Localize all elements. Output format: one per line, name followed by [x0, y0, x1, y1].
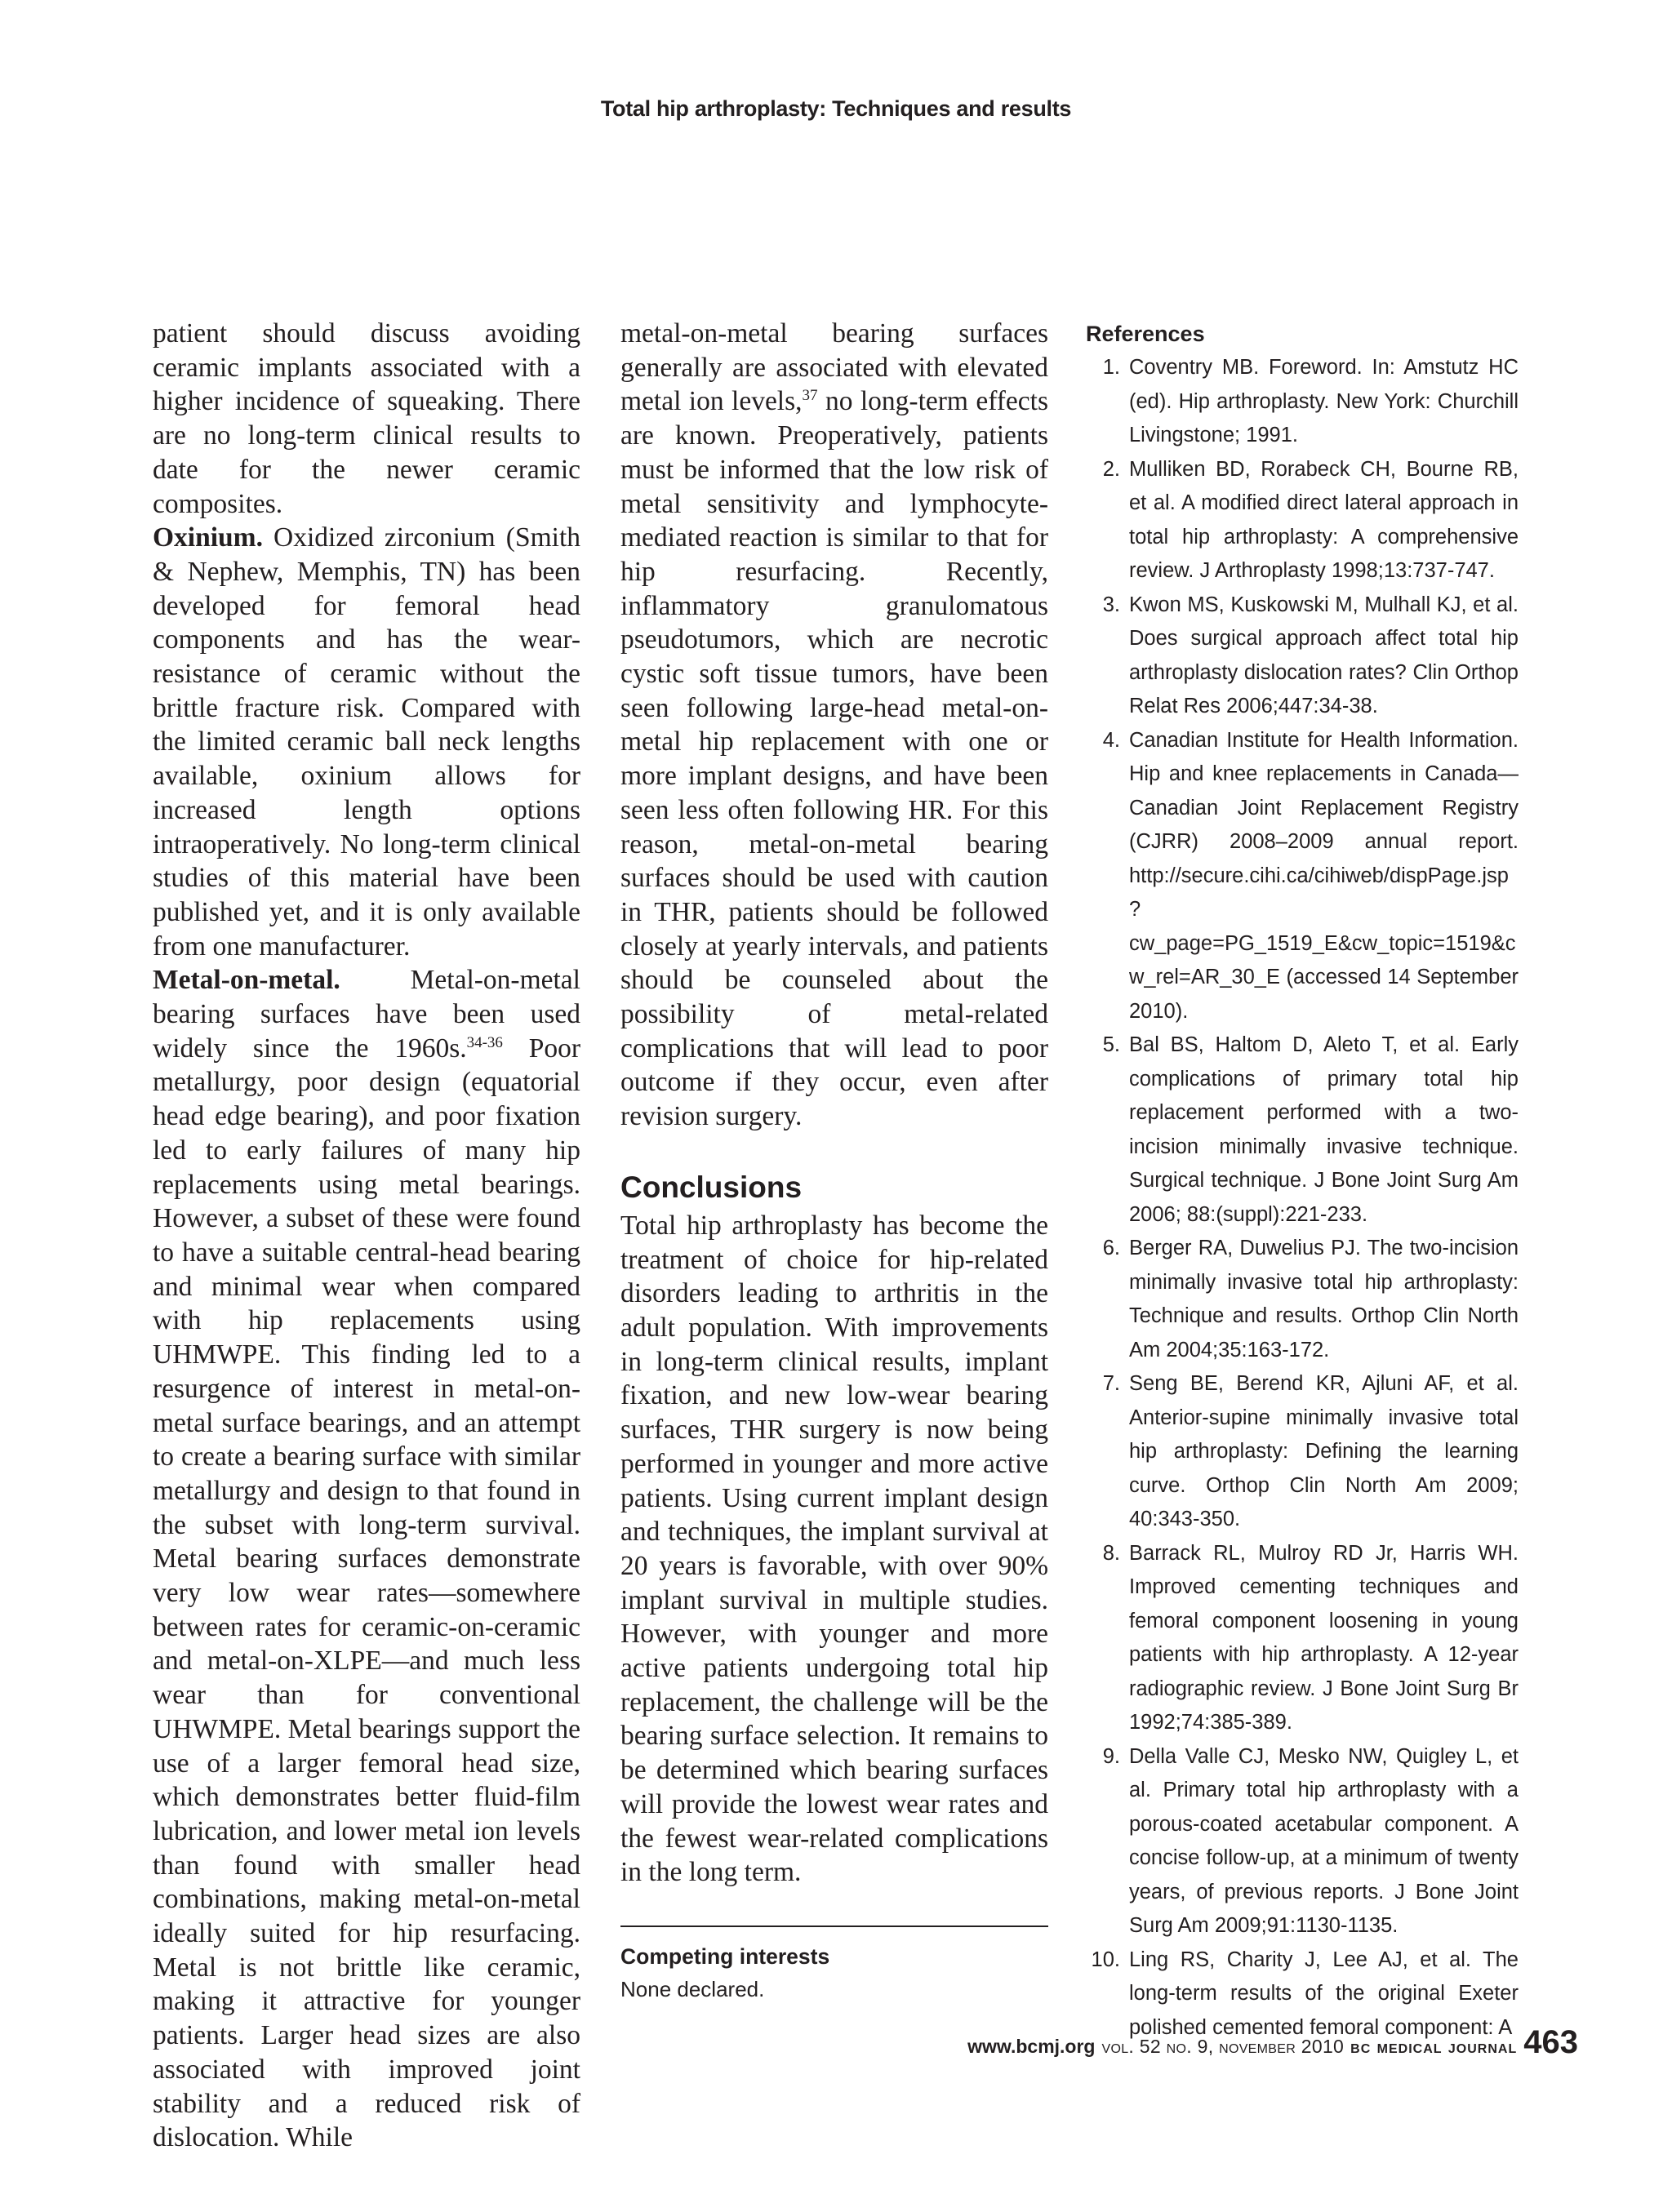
metal-on-metal-subheading: Metal-on-metal.	[153, 965, 340, 996]
page-footer	[967, 2024, 1578, 2061]
references-heading: References	[1086, 322, 1205, 346]
metal-ion-text-b: no long-term effects are known. Preoperatively, patients must be informed that the low risk of metal sensitivity and lymphocyte-mediated reaction is similar to that for hip resurfacing. Recently, inflammatory granulomatous pseudotumors, which are necrotic cystic soft tissue tumors, have been seen following large-head metal-on-metal hip replacement with one or more implant designs, and have been seen less often following HR. For this reason, metal-on-metal bearing surfaces should be used with caution in THR, patients should be followed closely at yearly intervals, and patients should be counseled about the possibility of metal-related complications that will lead to poor outcome if they occur, even after revision surgery.	[620, 386, 1049, 1132]
reference-number: 5.	[1102, 1033, 1120, 1056]
metal-on-metal-text-b: Poor metallurgy, poor design (equatorial head edge bearing), and poor fixation led to early failures of many hip replacements using metal bearings. However, a subset of these were found to have a suitable central-head bearing and minimal wear when compared with hip replacements using UHMWPE. This finding led to a resurgence of interest in metal-on-metal surface bearings, and an attempt to create a bearing surface with similar metallurgy and design to that found in the subset with long-term survival. Metal bearing surfaces demonstrate very low wear rates—somewhere between rates for ceramic-on-ceramic and metal-on-XLPE—and much less wear than for conventional UHWMPE. Metal bearings support the use of a larger femoral head size, which demonstrates better fluid-film lubrication, and lower metal ion levels than found with smaller head combinations, making metal-on-metal ideally suited for hip resurfacing. Metal is not brittle like ceramic, making it attractive for younger patients. Larger head sizes are also associated with improved joint stability and a reduced risk of dislocation. While	[153, 1033, 580, 2153]
reference-item	[1086, 1537, 1519, 1740]
reference-number: 4.	[1102, 728, 1120, 752]
metal-on-metal-text-a: Metal-on-metal bearing surfaces have been used widely since the 1960s.	[153, 965, 580, 1064]
reference-item	[1086, 351, 1519, 453]
reference-text: Coventry MB. Foreword. In: Amstutz HC (ed). Hip arthroplasty. New York: Churchill Livingstone; 1991.	[1129, 356, 1519, 446]
paragraph-metal-on-metal	[153, 963, 580, 2155]
reference-item	[1086, 589, 1519, 724]
reference-item	[1086, 453, 1519, 589]
reference-text: Berger RA, Duwelius PJ. The two-incision minimally invasive total hip arthroplasty: Technique and results. Orthop Clin North Am 2004;35:163-172.	[1129, 1237, 1519, 1361]
reference-text: Barrack RL, Mulroy RD Jr, Harris WH. Improved cementing techniques and femoral component loosening in young patients with hip arthroplasty. A 12-year radiographic review. J Bone Joint Surg Br 1992;74:385-389.	[1129, 1541, 1519, 1734]
paragraph-ceramic-end: patient should discuss avoiding ceramic implants associated with a higher incidence of squeaking. There are no long-term clinical results to date for the newer ceramic composites.	[153, 318, 580, 519]
reference-text: Seng BE, Berend KR, Ajluni AF, et al. Anterior-supine minimally invasive total hip arthroplasty: Defining the learning curve. Orthop Clin North Am 2009; 40:343-350.	[1129, 1372, 1519, 1530]
reference-number: 6.	[1102, 1237, 1120, 1259]
reference-number: 7.	[1102, 1372, 1120, 1395]
paragraph-conclusions: Total hip arthroplasty has become the treatment of choice for hip-related disorders leading to arthritis in the adult population. With improvements in long-term clinical results, implant fixation, and new low-wear bearing surfaces, THR surgery is now being performed in younger and more active patients. Using current implant design and techniques, the implant survival at 20 years is favorable, with over 90% implant survival in multiple studies. However, with younger and more active patients undergoing total hip replacement, the challenge will be the bearing surface selection. It remains to be determined which bearing surfaces will provide the lowest wear rates and the fewest wear-related complications in the long term.	[620, 1210, 1048, 1888]
conclusions-heading: Conclusions	[620, 1170, 803, 1204]
competing-interests-heading: Competing interests	[620, 1943, 830, 1969]
reference-item	[1086, 1232, 1519, 1367]
footer-journal-name: bc medical journal	[1350, 2036, 1518, 2057]
reference-number: 9.	[1102, 1744, 1120, 1768]
reference-item	[1086, 1367, 1519, 1537]
paragraph-oxinium	[153, 521, 580, 963]
reference-item	[1086, 1740, 1519, 1943]
reference-item	[1086, 724, 1519, 1029]
reference-number: 1.	[1102, 356, 1120, 379]
footer-volume: vol. 52 no. 9, november 2010	[1101, 2036, 1345, 2057]
page-number: 463	[1523, 2024, 1578, 2060]
references-column	[1086, 317, 1519, 2045]
column-2	[620, 317, 1048, 2005]
references-list	[1086, 351, 1519, 2045]
oxinium-text: Oxidized zirconium (Smith & Nephew, Memphis, TN) has been developed for femoral head components and has the wear-resistance of ceramic without the brittle fracture risk. Compared with the limited ceramic ball neck lengths available, oxinium allows for increased length options intraoperatively. No long-term clinical studies of this material have been published yet, and it is only available from one manufacturer.	[153, 522, 581, 962]
footer-url[interactable]: www.bcmj.org	[967, 2036, 1096, 2057]
reference-text: Kwon MS, Kuskowski M, Mulhall KJ, et al. Does surgical approach affect total hip arthroplasty dislocation rates? Clin Orthop Relat Res 2006;447:34-38.	[1129, 593, 1519, 717]
reference-text: Bal BS, Haltom D, Aleto T, et al. Early complications of primary total hip replacement performed with a two-incision minimally invasive technique. Surgical technique. J Bone Joint Surg Am 2006; 88:(suppl):221-233.	[1129, 1033, 1519, 1226]
citation-37: 37	[802, 387, 818, 405]
running-header: Total hip arthroplasty: Techniques and results	[600, 96, 1072, 121]
reference-text: Canadian Institute for Health Information. Hip and knee replacements in Canada—Canadian Joint Replacement Registry (CJRR) 2008–2009 annual report. http://secure.cihi.ca/cihiweb/dispPage.jsp?cw_page=PG_1519_E&cw_topic=1519&cw_rel=AR_30_E (accessed 14 September 2010).	[1129, 728, 1519, 1023]
reference-item	[1086, 1028, 1519, 1232]
reference-text: Mulliken BD, Rorabeck CH, Bourne RB, et al. A modified direct lateral approach in total hip arthroplasty: A comprehensive review. J Arthroplasty 1998;13:737-747.	[1129, 457, 1519, 582]
column-1	[153, 317, 580, 2155]
reference-text: Della Valle CJ, Mesko NW, Quigley L, et al. Primary total hip arthroplasty with a porous-coated acetabular component. A concise follow-up, at a minimum of twenty years, of previous reports. J Bone Joint Surg Am 2009;91:1130-1135.	[1129, 1744, 1519, 1937]
section-divider	[620, 1926, 1048, 1927]
reference-number: 3.	[1102, 593, 1120, 616]
reference-text: Ling RS, Charity J, Lee AJ, et al. The long-term results of the original Exeter polished cemented femoral component: A	[1129, 1948, 1519, 2039]
reference-number: 2.	[1102, 457, 1120, 481]
citation-34-36: 34-36	[466, 1033, 503, 1051]
reference-number: 8.	[1102, 1541, 1120, 1565]
competing-interests-text: None declared.	[620, 1976, 765, 2001]
reference-number: 10.	[1091, 1948, 1120, 1971]
paragraph-metal-ion	[620, 317, 1048, 1134]
oxinium-subheading: Oxinium.	[153, 522, 263, 553]
metal-ion-text-a: metal-on-metal bearing surfaces generally are associated with elevated metal ion levels,	[620, 318, 1048, 417]
